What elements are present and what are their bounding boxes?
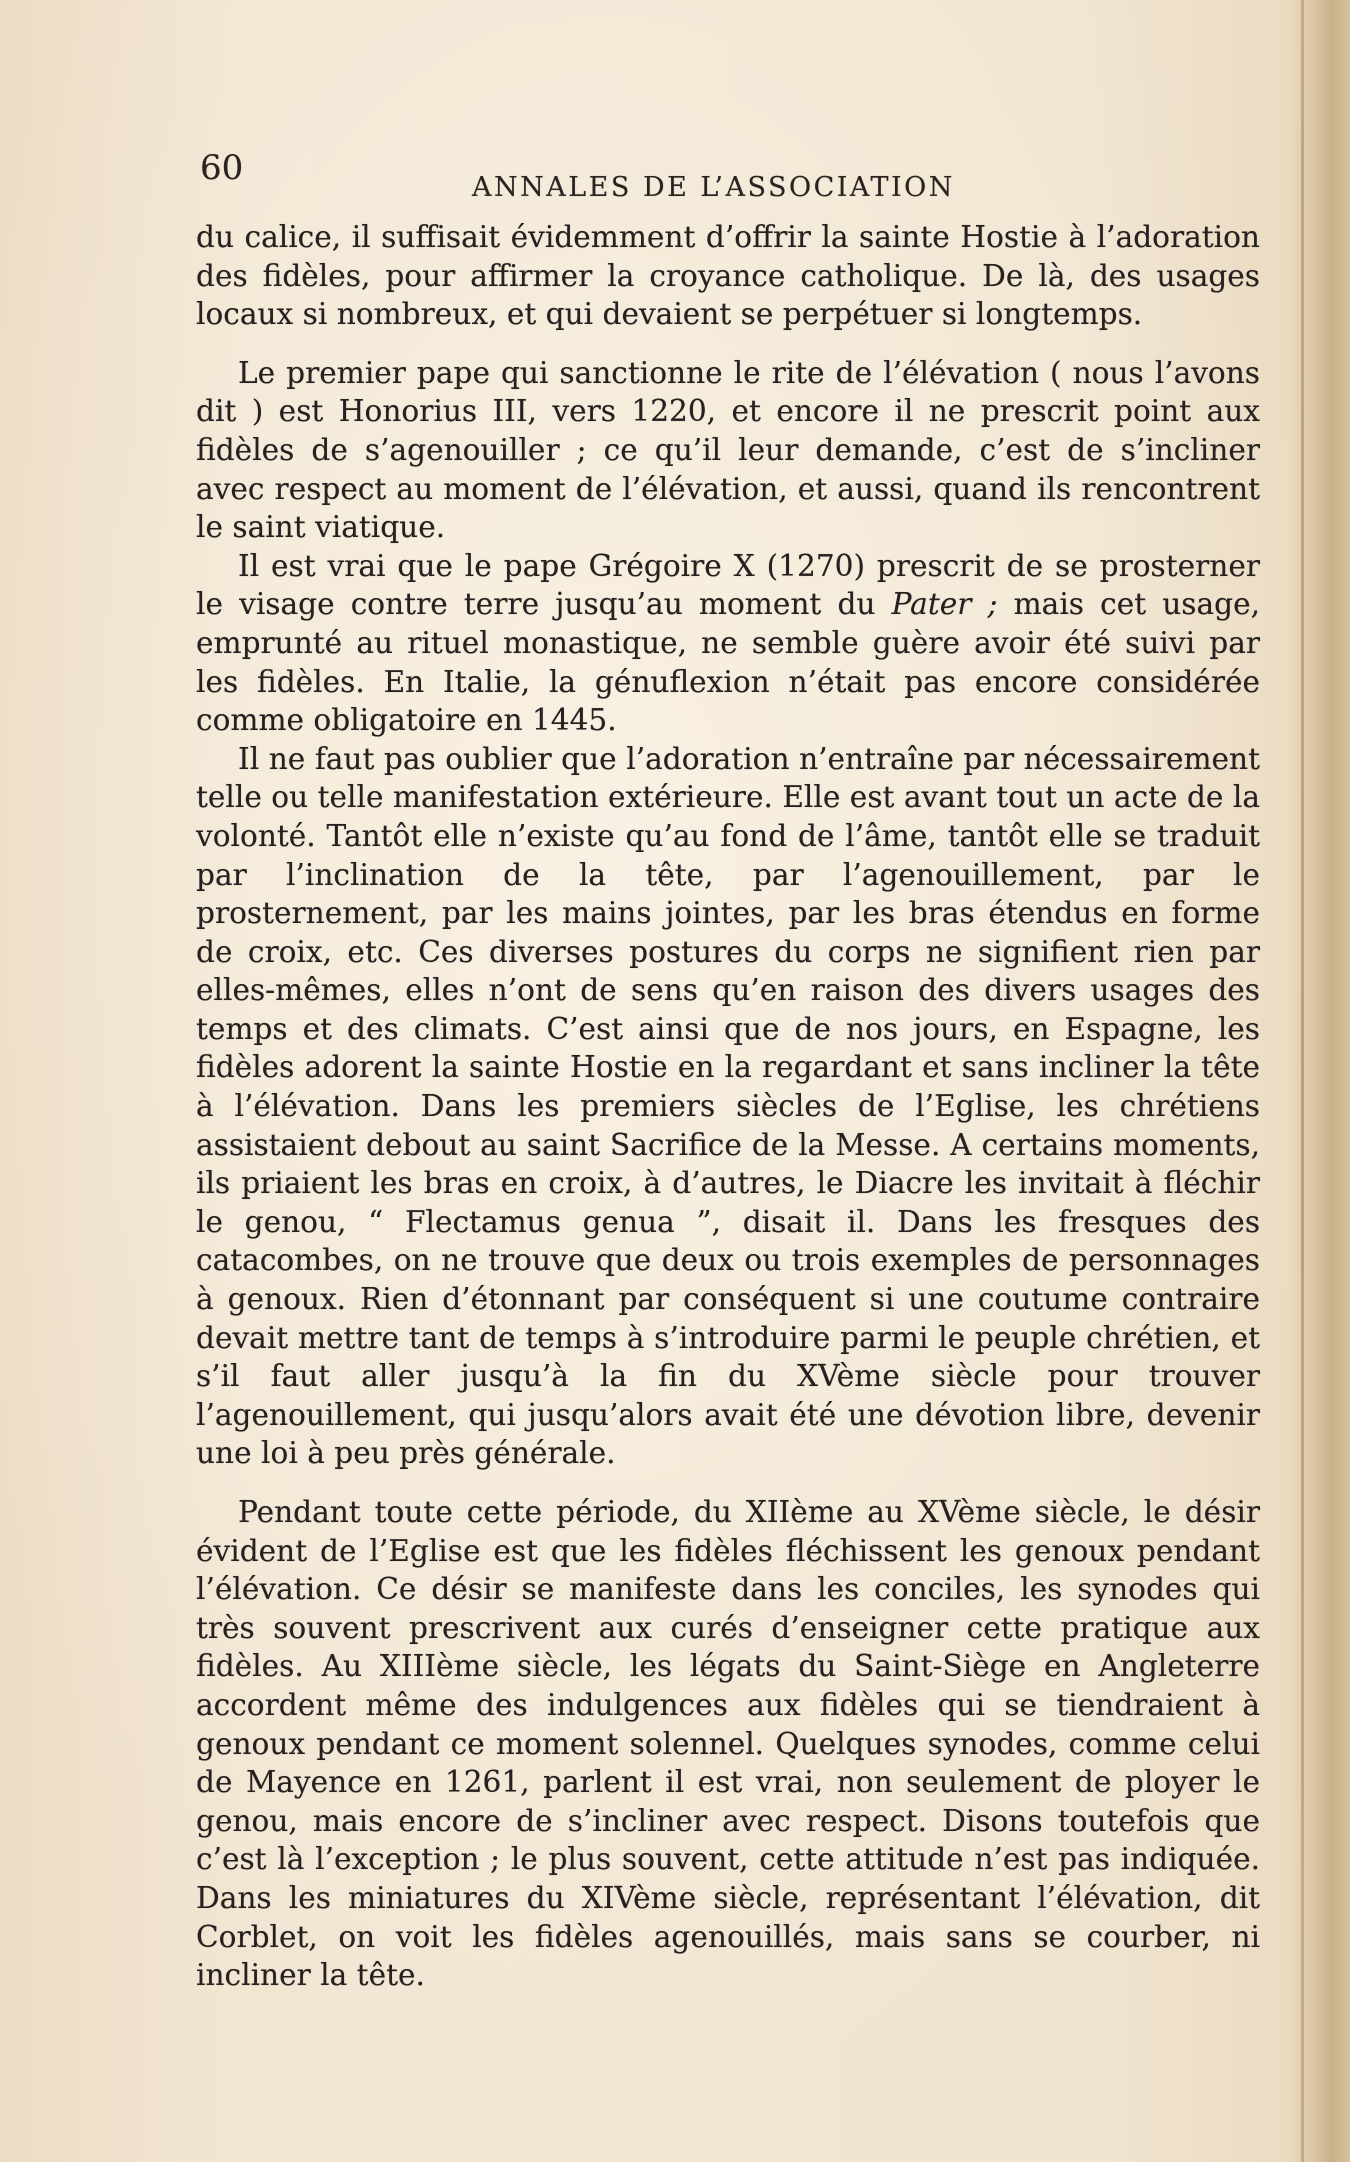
paragraph-3 — [196, 547, 1260, 740]
running-head: ANNALES DE L’ASSOCIATION — [472, 172, 955, 203]
page-header — [200, 140, 1260, 210]
paragraph-4-text: Il ne faut pas oublier que l’adoration n’entraîne par nécessairement telle ou telle manifestation extérieure. Elle est avant tout un acte de la volonté. Tantôt elle n’existe qu’au fond de l’âme, tantôt elle se traduit par l’inclination de la tête, par l’agenouillement, par le prosternement, par les mains jointes, par les bras étendus en forme de croix, etc. Ces diverses postures du corps ne signifient rien par elles-mêmes, elles n’ont de sens qu’en raison des divers usages des temps et des climats. C’est ainsi que de nos jours, en Espagne, les fidèles adorent la sainte Hostie en la regardant et sans incliner la tête à l’élévation. Dans les premiers siècles de l’Eglise, les chrétiens assistaient debout au saint Sacrifice de la Messe. A certains moments, ils priaient les bras en croix, à d’autres, le Diacre les invitait à fléchir le genou, “ Flectamus genua ”, disait il. Dans les fresques des catacombes, on ne trouve que deux ou trois exemples de personnages à genoux. Rien d’étonnant par conséquent si une coutume contraire devait mettre tant de temps à s’introduire parmi le peuple chrétien, et s’il faut aller jusqu’à la fin du XVème siècle pour trouver l’agenouillement, qui jusqu’alors avait été une dévotion libre, devenir une loi à peu près générale. — [196, 741, 1260, 1471]
paragraph-5-text: Pendant toute cette période, du XIIème au XVème siècle, le désir évident de l’Eglise est que les fidèles fléchissent les genoux pendant l’élévation. Ce désir se manifeste dans les conciles, les synodes qui très souvent prescrivent aux curés d’enseigner cette pratique aux fidèles. Au XIIIème siècle, les légats du Saint-Siège en Angleterre accordent même des indulgences aux fidèles qui se tiendraient à genoux pendant ce moment solennel. Quelques synodes, comme celui de Mayence en 1261, parlent il est vrai, non seulement de ployer le genou, mais encore de s’incliner avec respect. Disons toutefois que c’est là l’exception ; le plus souvent, cette attitude n’est pas indiquée. Dans les miniatures du XIVème siècle, représentant l’élévation, dit Corblet, on voit les fidèles agenouillés, mais sans se courber, ni incliner la tête. — [196, 1495, 1260, 1993]
paragraph-3-italic-word: Pater ; — [891, 587, 998, 622]
page-edge-line — [1301, 0, 1304, 2162]
paragraph-1-text: du calice, il suffisait évidemment d’offrir la sainte Hostie à l’adoration des fidèles, pour affirmer la croyance catholique. De là, des usages locaux si nombreux, et qui devaient se perpétuer si longtemps. — [196, 220, 1260, 332]
paragraph-3-text: Il est vrai que le pape Grégoire X (1270) prescrit de se prosterner le visage contre terre jusqu’au moment du — [196, 548, 1260, 622]
page-edge-shadow — [1288, 0, 1350, 2162]
paragraph-4 — [196, 740, 1260, 1473]
paragraph-2 — [196, 354, 1260, 547]
paragraph-3-text-end: mais cet usage, emprunté au rituel monastique, ne semble guère avoir été suivi par les fidèles. En Italie, la génuflexion n’était pas encore considérée comme obligatoire en 1445. — [196, 587, 1260, 738]
page-number: 60 — [200, 148, 244, 188]
paragraph-5 — [196, 1493, 1260, 1995]
paragraph-1 — [196, 218, 1260, 334]
paragraph-2-text: Le premier pape qui sanctionne le rite de l’élévation ( nous l’avons dit ) est Honorius III, vers 1220, et encore il ne prescrit point aux fidèles de s’agenouiller ; ce qu’il leur demande, c’est de s’incliner avec respect au moment de l’élévation, et aussi, quand ils rencontrent le saint viatique. — [196, 355, 1260, 545]
body-text — [196, 218, 1260, 1995]
